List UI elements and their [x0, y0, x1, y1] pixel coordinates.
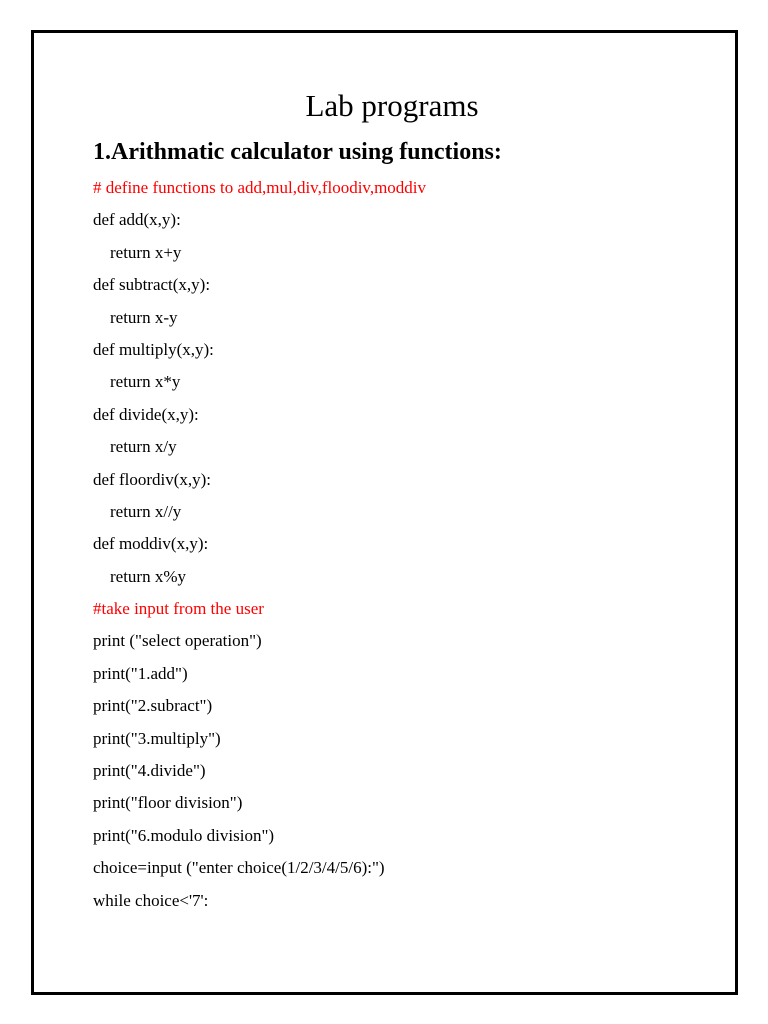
code-line: print ("select operation") [93, 631, 262, 651]
code-line: return x+y [93, 242, 182, 262]
code-listing [93, 172, 426, 917]
code-line: return x*y [93, 372, 181, 392]
code-line: def divide(x,y): [93, 404, 199, 424]
code-comment-line: # define functions to add,mul,div,floodiv,moddiv [93, 178, 427, 197]
code-line: print("floor division") [93, 793, 243, 813]
code-line: return x/y [93, 437, 177, 457]
code-line: return x-y [93, 307, 178, 327]
code-line: def floordiv(x,y): [93, 469, 212, 489]
code-line: def add(x,y): [93, 210, 181, 230]
code-line: def moddiv(x,y): [93, 534, 209, 554]
code-line: print("1.add") [93, 663, 188, 683]
page-title: Lab programs [305, 88, 479, 123]
code-line: print("3.multiply") [93, 728, 221, 748]
code-line: return x%y [93, 566, 187, 586]
code-line: print("2.subract") [93, 696, 213, 716]
code-comment-line: #take input from the user [93, 599, 264, 619]
code-line: while choice<'7': [93, 890, 209, 910]
code-line: def multiply(x,y): [93, 339, 214, 359]
section-heading: 1.Arithmatic calculator using functions: [93, 139, 502, 165]
code-line: def subtract(x,y): [93, 275, 211, 295]
code-line: print("6.modulo division") [93, 825, 275, 845]
code-line: return x//y [93, 501, 182, 521]
code-line: choice=input ("enter choice(1/2/3/4/5/6):") [93, 858, 385, 878]
code-line: print("4.divide") [93, 761, 206, 781]
